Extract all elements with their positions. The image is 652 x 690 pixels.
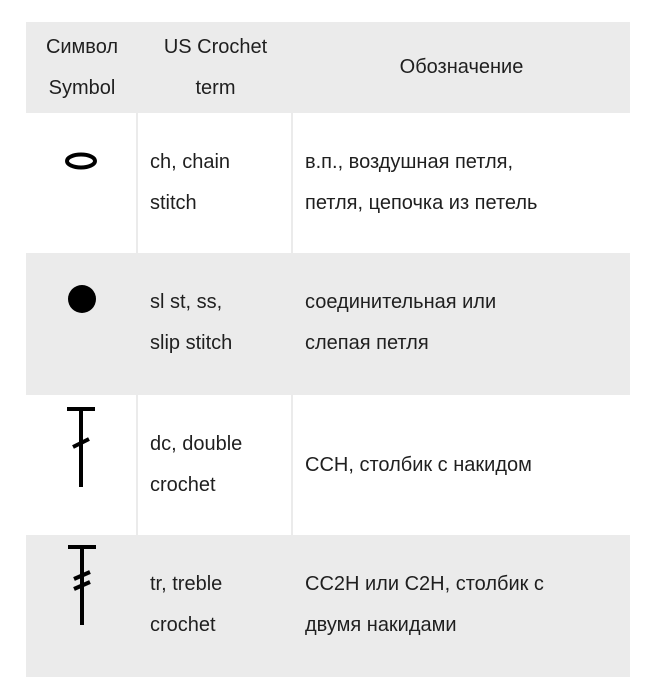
- designation-cell-slip-stitch: [293, 253, 630, 395]
- term-dc-line-1: dc, double: [150, 433, 243, 455]
- double-crochet-icon: [61, 403, 101, 493]
- header-designation-text: Обозначение: [399, 56, 524, 78]
- term-chain-line-1: ch, chain: [150, 151, 231, 173]
- header-us-term-line-2: term: [195, 76, 236, 99]
- designation-chain-line-2: петля, цепочка из петель: [305, 192, 538, 214]
- term-tr-line-1: tr, treble: [150, 573, 223, 595]
- term-slip-line-1: sl st, ss,: [150, 291, 223, 313]
- term-slip-line-2: slip stitch: [150, 332, 233, 354]
- symbol-cell-double-crochet: [26, 395, 138, 535]
- term-cell-chain: [138, 113, 293, 253]
- designation-slip-line-1: соединительная или: [305, 291, 497, 313]
- designation-dc-line-1: ССН, столбик с накидом: [305, 454, 532, 476]
- term-chain-line-2: stitch: [150, 192, 197, 214]
- term-cell-slip-stitch: [138, 253, 293, 395]
- term-cell-double-crochet: [138, 395, 293, 535]
- header-us-term-line-1: US Crochet: [163, 35, 268, 58]
- treble-crochet-icon: [62, 541, 102, 631]
- designation-cell-double-crochet: [293, 395, 630, 535]
- slip-stitch-dot-icon: [62, 279, 102, 319]
- symbol-cell-slip-stitch: [26, 253, 138, 395]
- designation-slip-line-2: слепая петля: [305, 332, 429, 354]
- chain-oval-icon: [61, 141, 101, 181]
- header-us-term: [138, 22, 293, 113]
- symbol-cell-treble-crochet: [26, 535, 138, 677]
- header-symbol: [26, 22, 138, 113]
- term-tr-line-2: crochet: [150, 614, 216, 636]
- designation-cell-chain: [293, 113, 630, 253]
- term-dc-line-2: crochet: [150, 474, 216, 496]
- designation-cell-treble-crochet: [293, 535, 630, 677]
- designation-chain-line-1: в.п., воздушная петля,: [305, 151, 514, 173]
- designation-tr-line-1: СС2Н или С2Н, столбик с: [305, 573, 544, 595]
- header-symbol-line-2: Symbol: [48, 76, 116, 99]
- header-symbol-line-1: Символ: [45, 35, 119, 58]
- crochet-symbols-table: [26, 22, 630, 677]
- term-cell-treble-crochet: [138, 535, 293, 677]
- symbol-cell-chain: [26, 113, 138, 253]
- header-designation: [293, 22, 630, 113]
- designation-tr-line-2: двумя накидами: [305, 614, 457, 636]
